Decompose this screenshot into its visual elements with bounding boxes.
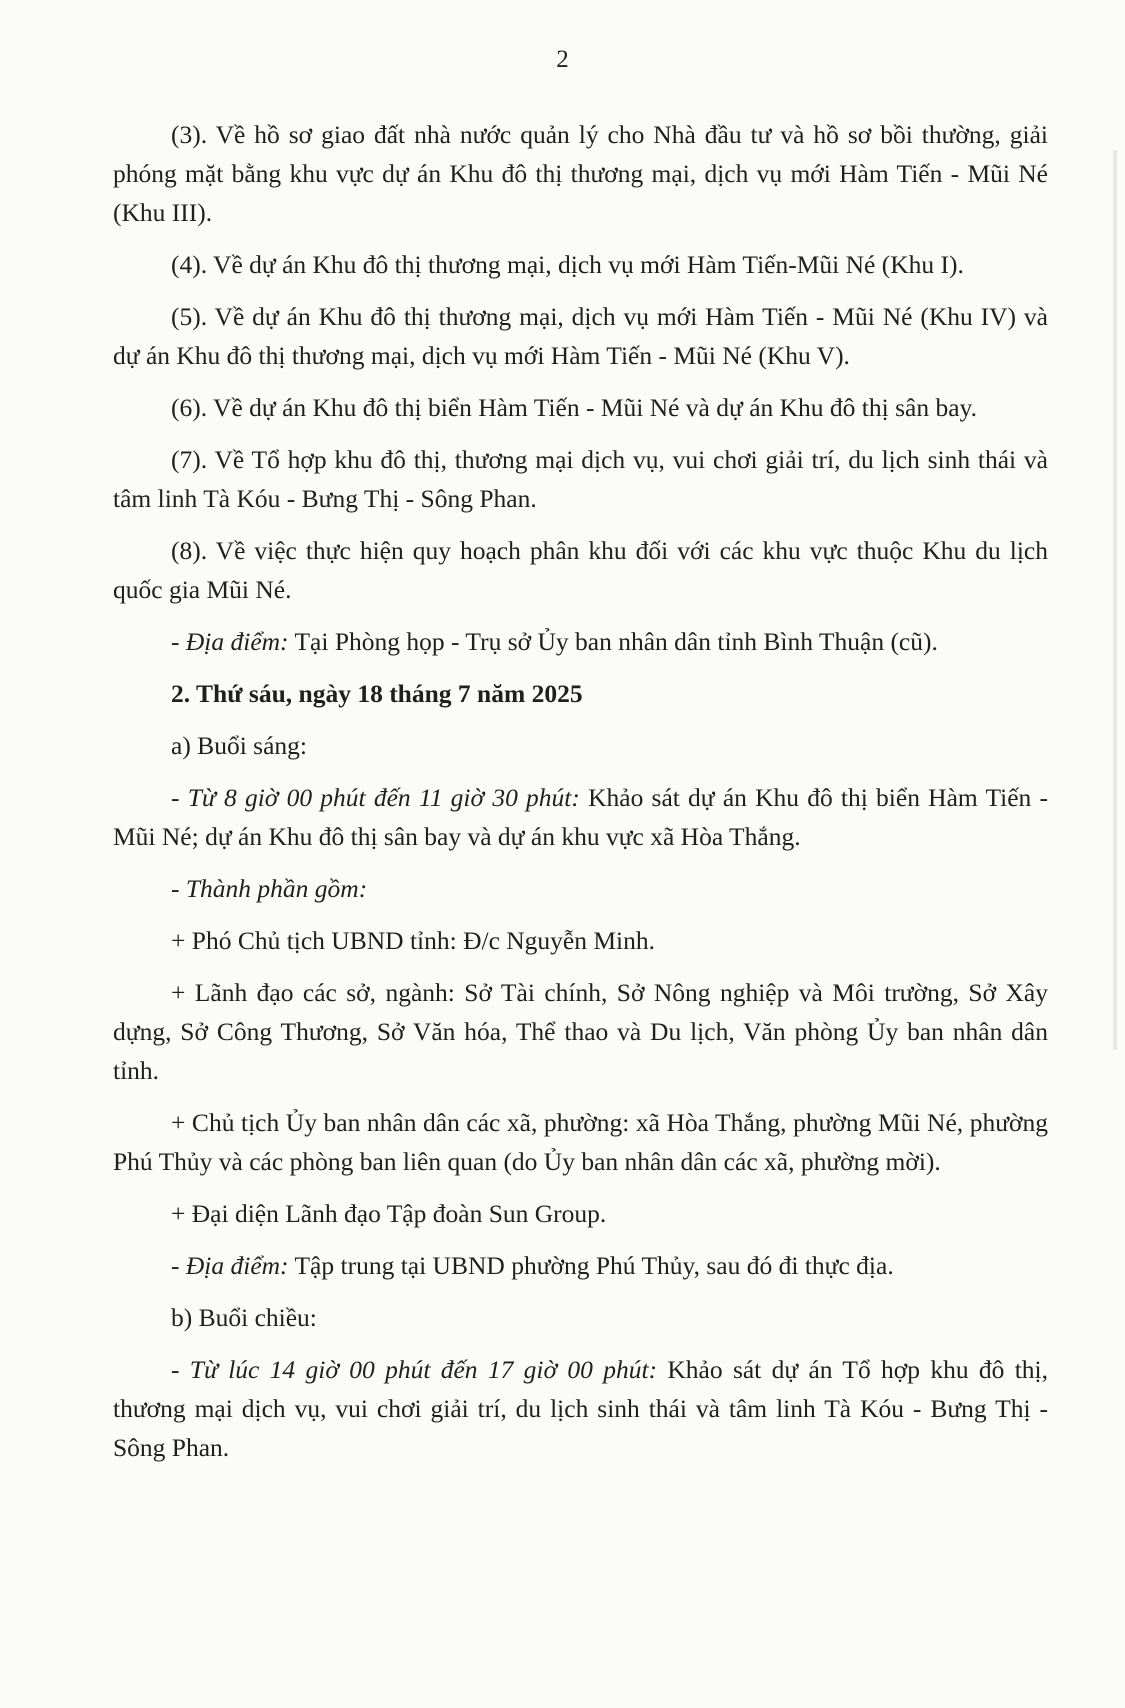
section-heading-2: 2. Thứ sáu, ngày 18 tháng 7 năm 2025 — [171, 679, 583, 708]
participant-vice-chairman: + Phó Chủ tịch UBND tỉnh: Đ/c Nguyễn Minh. — [171, 926, 656, 955]
paragraph-item-8: (8). Về việc thực hiện quy hoạch phân khu đối với các khu vực thuộc Khu du lịch quốc gia Mũi Né. — [113, 536, 1048, 604]
morning-schedule: - Từ 8 giờ 00 phút đến 11 giờ 30 phút: Khảo sát dự án Khu đô thị biển Hàm Tiến - Mũi Né; dự án Khu đô thị sân bay và dự án khu vực xã Hòa Thắng. — [113, 783, 1049, 851]
morning-heading: a) Buổi sáng: — [171, 731, 307, 760]
participant-sun-group: + Đại diện Lãnh đạo Tập đoàn Sun Group. — [171, 1199, 607, 1228]
paragraph-location-2: - Địa điểm: Tập trung tại UBND phường Phú Thủy, sau đó đi thực địa. — [171, 1251, 894, 1280]
paragraph-item-7: (7). Về Tổ hợp khu đô thị, thương mại dịch vụ, vui chơi giải trí, du lịch sinh thái và tâm linh Tà Kóu - Bưng Thị - Sông Phan. — [113, 445, 1048, 513]
location-label: - Địa điểm: — [171, 1251, 289, 1280]
participant-communes: + Chủ tịch Ủy ban nhân dân các xã, phường: xã Hòa Thắng, phường Mũi Né, phường Phú Thủy và các phòng ban liên quan (do Ủy ban nhân dân các xã, phường mời). — [113, 1108, 1048, 1176]
morning-time-label: - Từ 8 giờ 00 phút đến 11 giờ 30 phút: — [171, 783, 580, 812]
paragraph-item-4: (4). Về dự án Khu đô thị thương mại, dịch vụ mới Hàm Tiến-Mũi Né (Khu I). — [171, 250, 964, 279]
location-label: - Địa điểm: — [171, 627, 289, 656]
afternoon-heading: b) Buổi chiều: — [171, 1303, 317, 1332]
page-number: 2 — [556, 46, 569, 73]
afternoon-time-label: - Từ lúc 14 giờ 00 phút đến 17 giờ 00 phút: — [171, 1355, 658, 1384]
participant-departments: + Lãnh đạo các sở, ngành: Sở Tài chính, Sở Nông nghiệp và Môi trường, Sở Xây dựng, Sở Công Thương, Sở Văn hóa, Thể thao và Du lịch, Văn phòng Ủy ban nhân dân tỉnh. — [113, 978, 1048, 1085]
document-body — [113, 115, 1048, 1480]
paragraph-item-5: (5). Về dự án Khu đô thị thương mại, dịch vụ mới Hàm Tiến - Mũi Né (Khu IV) và dự án Khu đô thị thương mại, dịch vụ mới Hàm Tiến - Mũi Né (Khu V). — [113, 302, 1048, 370]
paragraph-location-1: - Địa điểm: Tại Phòng họp - Trụ sở Ủy ban nhân dân tỉnh Bình Thuận (cũ). — [171, 627, 938, 656]
paragraph-item-3: (3). Về hồ sơ giao đất nhà nước quản lý cho Nhà đầu tư và hồ sơ bồi thường, giải phóng mặt bằng khu vực dự án Khu đô thị thương mại, dịch vụ mới Hàm Tiến - Mũi Né (Khu III). — [113, 120, 1048, 227]
participants-heading: - Thành phần gồm: — [171, 874, 368, 903]
scrollbar[interactable] — [1113, 150, 1117, 1050]
afternoon-schedule: - Từ lúc 14 giờ 00 phút đến 17 giờ 00 phút: Khảo sát dự án Tổ hợp khu đô thị, thương mại dịch vụ, vui chơi giải trí, du lịch sinh thái và tâm linh Tà Kóu - Bưng Thị - Sông Phan. — [113, 1355, 1049, 1462]
paragraph-item-6: (6). Về dự án Khu đô thị biển Hàm Tiến - Mũi Né và dự án Khu đô thị sân bay. — [171, 393, 978, 422]
